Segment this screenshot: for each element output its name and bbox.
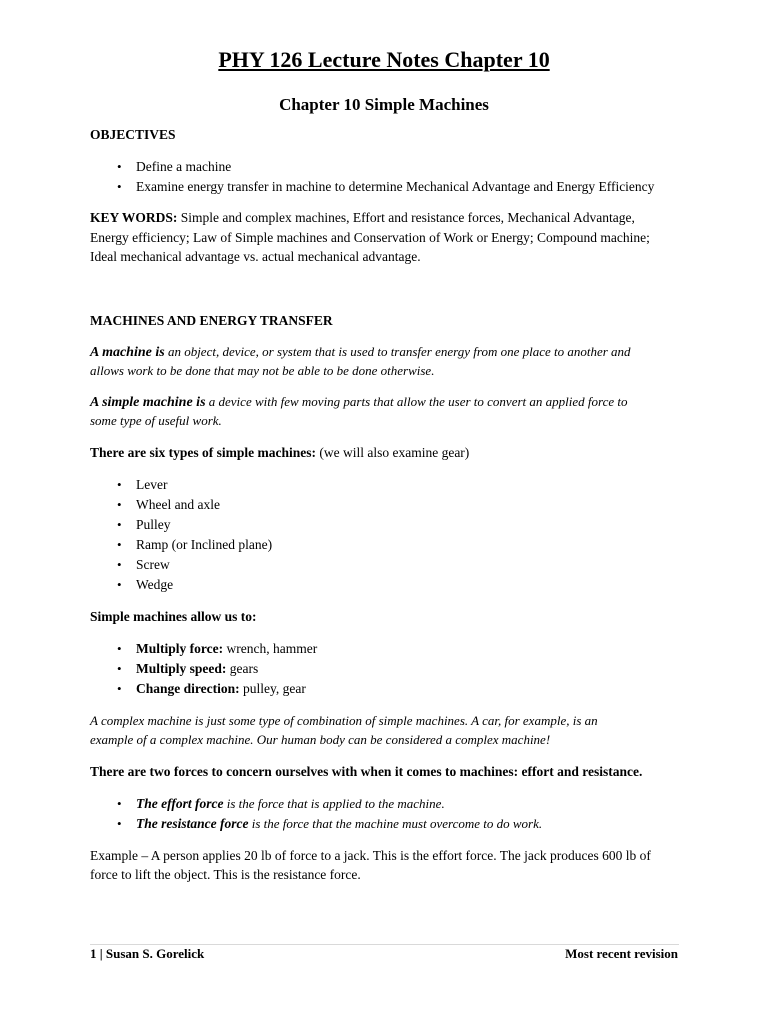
machine-definition-line-2: allows work to be done that may not be able to be done otherwise.: [90, 363, 435, 378]
list-item: • The resistance force is the force that the machine must overcome to do work.: [0, 814, 542, 834]
bullet-icon: •: [117, 179, 122, 194]
simple-machine-definition-line-1: A simple machine is a device with few moving parts that allow the user to convert an applied force to: [90, 394, 628, 410]
list-item: • Lever: [0, 475, 272, 495]
bullet-icon: •: [117, 661, 122, 676]
document-title: PHY 126 Lecture Notes Chapter 10: [218, 47, 550, 72]
bullet-icon: •: [117, 816, 122, 831]
section-heading: MACHINES AND ENERGY TRANSFER: [90, 313, 333, 328]
list-item: • Pulley: [0, 515, 272, 535]
list-item: • Change direction: pulley, gear: [0, 679, 317, 699]
complex-machine-line-2: example of a complex machine. Our human body can be considered a complex machine!: [90, 732, 551, 747]
list-item: • Multiply force: wrench, hammer: [0, 639, 317, 659]
list-item: • Multiply speed: gears: [0, 659, 317, 679]
footer-page-author: 1 | Susan S. Gorelick: [90, 946, 205, 961]
objectives-list: [0, 157, 654, 197]
list-item: • Screw: [0, 555, 272, 575]
bullet-icon: •: [117, 577, 122, 592]
footer-revision: Most recent revision: [565, 946, 678, 961]
list-item: • Define a machine: [0, 157, 654, 177]
bullet-icon: •: [117, 681, 122, 696]
list-item: • Examine energy transfer in machine to determine Mechanical Advantage and Energy Efficiency: [0, 177, 654, 197]
bullet-icon: •: [117, 477, 122, 492]
keywords-line-3: Ideal mechanical advantage vs. actual mechanical advantage.: [90, 249, 421, 264]
six-types-intro: There are six types of simple machines: (we will also examine gear): [90, 445, 470, 460]
bullet-icon: •: [117, 537, 122, 552]
complex-machine-line-1: A complex machine is just some type of combination of simple machines. A car, for example, is an: [90, 713, 598, 728]
list-item: • Ramp (or Inclined plane): [0, 535, 272, 555]
bullet-icon: •: [117, 641, 122, 656]
six-types-list: [0, 475, 272, 595]
objectives-heading: OBJECTIVES: [90, 127, 176, 142]
chapter-title: Chapter 10 Simple Machines: [279, 95, 489, 114]
list-item: • Wheel and axle: [0, 495, 272, 515]
bullet-icon: •: [117, 517, 122, 532]
two-forces-list: [0, 794, 542, 834]
simple-machine-definition-line-2: some type of useful work.: [90, 413, 222, 428]
bullet-icon: •: [117, 557, 122, 572]
bullet-icon: •: [117, 159, 122, 174]
machine-definition-line-1: A machine is an object, device, or system that is used to transfer energy from one place to another and: [90, 344, 631, 360]
example-line-2: force to lift the object. This is the resistance force.: [90, 867, 361, 882]
keywords-line-2: Energy efficiency; Law of Simple machines and Conservation of Work or Energy; Compound machine;: [90, 230, 650, 245]
bullet-icon: •: [117, 497, 122, 512]
bullet-icon: •: [117, 796, 122, 811]
allow-us-list: [0, 639, 317, 699]
list-item: • The effort force is the force that is applied to the machine.: [0, 794, 542, 814]
keywords-line-1: KEY WORDS: Simple and complex machines, Effort and resistance forces, Mechanical Advantage,: [90, 210, 635, 225]
example-line-1: Example – A person applies 20 lb of force to a jack. This is the effort force. The jack produces 600 lb of: [90, 848, 651, 863]
allow-us-heading: Simple machines allow us to:: [90, 609, 257, 624]
two-forces-heading: There are two forces to concern ourselves with when it comes to machines: effort and resistance.: [90, 764, 643, 779]
list-item: • Wedge: [0, 575, 272, 595]
